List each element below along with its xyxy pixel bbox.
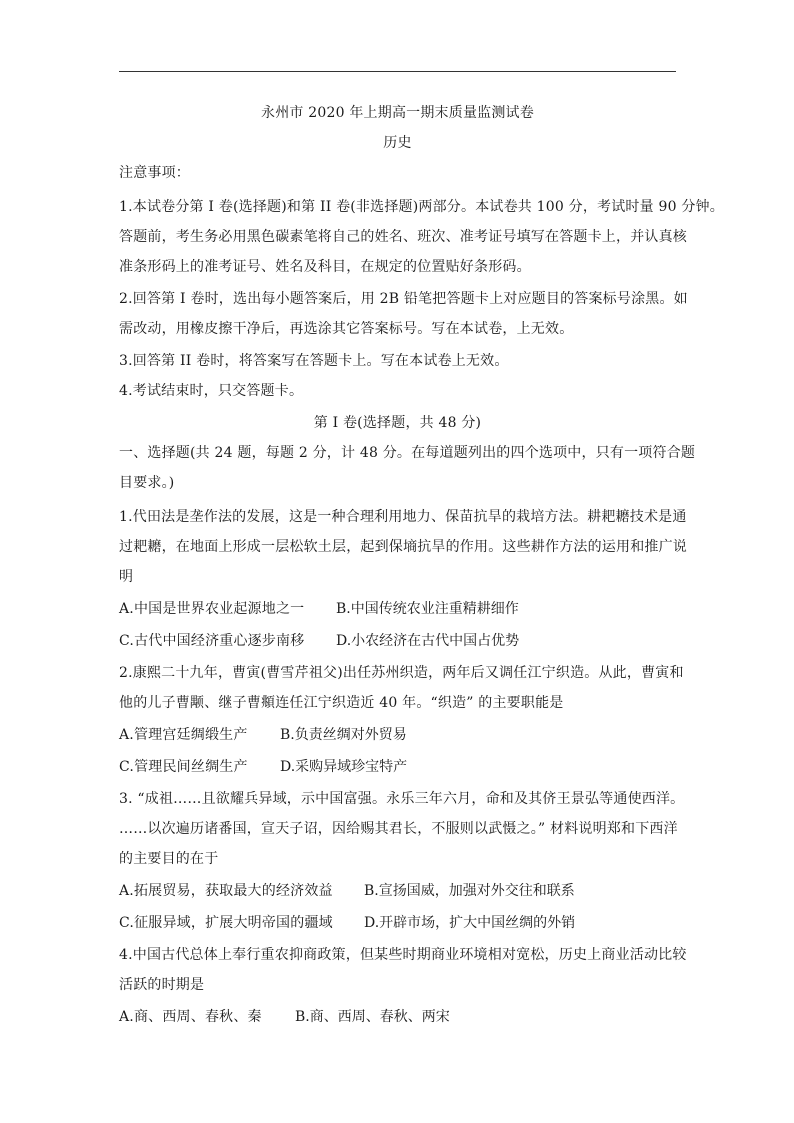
question-2-line-1: 2.康熙二十九年，曹寅(曹雪芹祖父)出任苏州织造，两年后又调任江宁织造。从此，曹寅和: [119, 665, 684, 681]
header-rule: [119, 71, 676, 72]
question-2-option-d: D.采购异域珍宝特产: [280, 759, 408, 775]
notice-item-1-line-3: 准条形码上的准考证号、姓名及科目，在规定的位置贴好条形码。: [119, 259, 531, 275]
question-1-option-d: D.小农经济在古代中国占优势: [336, 633, 520, 649]
question-3-line-2: ……以次遍历诸番国，宣天子诏，因给赐其君长，不服则以武慑之。” 材料说明郑和下西洋: [119, 821, 678, 837]
question-1-line-3: 明: [119, 569, 134, 585]
exam-title: 永州市 2020 年上期高一期末质量监测试卷: [261, 105, 534, 121]
question-1-option-c: C.古代中国经济重心逐步南移: [119, 633, 305, 649]
question-4-option-a: A.商、西周、春秋、秦: [119, 1009, 262, 1025]
notice-heading: 注意事项：: [119, 165, 190, 181]
notice-item-3: 3.回答第 II 卷时，将答案写在答题卡上。写在本试卷上无效。: [119, 353, 509, 369]
notice-item-1-line-1: 1.本试卷分第 I 卷(选择题)和第 II 卷(非选择题)两部分。本试卷共 100 分，考试时量 90 分钟。: [119, 199, 724, 215]
question-1-option-b: B.中国传统农业注重精耕细作: [336, 601, 519, 617]
question-3-line-1: 3. “成祖……且欲耀兵异域，示中国富强。永乐三年六月，命和及其侪王景弘等通使西洋。: [119, 791, 685, 807]
notice-item-2-line-1: 2.回答第 I 卷时，选出每小题答案后，用 2B 铅笔把答题卡上对应题目的答案标号涂黑。如: [119, 291, 688, 307]
exam-subject: 历史: [383, 135, 412, 151]
question-2-option-b: B.负责丝绸对外贸易: [280, 727, 407, 743]
notice-item-1-line-2: 答题前，考生务必用黑色碳素笔将自己的姓名、班次、准考证号填写在答题卡上，并认真核: [119, 229, 687, 245]
question-4-line-2: 活跃的时期是: [119, 977, 205, 993]
section-1-instructions-line-2: 目要求。): [119, 475, 175, 491]
question-4-option-b: B.商、西周、春秋、两宋: [295, 1009, 450, 1025]
question-3-line-3: 的主要目的在于: [119, 851, 219, 867]
question-2-line-2: 他的儿子曹颙、继子曹頫连任江宁织造近 40 年。“织造” 的主要职能是: [119, 695, 564, 711]
question-3-option-b: B.宣扬国威，加强对外交往和联系: [364, 883, 575, 899]
question-1-line-2: 过耙耱，在地面上形成一层松软土层，起到保墒抗旱的作用。这些耕作方法的运用和推广说: [119, 539, 687, 555]
section-1-instructions-line-1: 一、选择题(共 24 题，每题 2 分，计 48 分。在每道题列出的四个选项中，只有一项符合题: [119, 445, 696, 461]
question-3-option-a: A.拓展贸易，获取最大的经济效益: [119, 883, 333, 899]
question-2-option-c: C.管理民间丝绸生产: [119, 759, 248, 775]
question-4-line-1: 4.中国古代总体上奉行重农抑商政策，但某些时期商业环境相对宽松，历史上商业活动比较: [119, 947, 687, 963]
question-2-option-a: A.管理宫廷绸缎生产: [119, 727, 248, 743]
question-3-option-c: C.征服异域，扩展大明帝国的疆域: [119, 915, 333, 931]
section-1-heading: 第 I 卷(选择题，共 48 分): [313, 415, 482, 431]
notice-item-2-line-2: 需改动，用橡皮擦干净后，再选涂其它答案标号。写在本试卷，上无效。: [119, 321, 574, 337]
question-1-line-1: 1.代田法是垄作法的发展，这是一种合理利用地力、保苗抗旱的栽培方法。耕耙耱技术是通: [119, 509, 687, 525]
notice-item-4: 4.考试结束时，只交答题卡。: [119, 383, 304, 399]
question-3-option-d: D.开辟市场，扩大中国丝绸的外销: [364, 915, 576, 931]
question-1-option-a: A.中国是世界农业起源地之一: [119, 601, 305, 617]
